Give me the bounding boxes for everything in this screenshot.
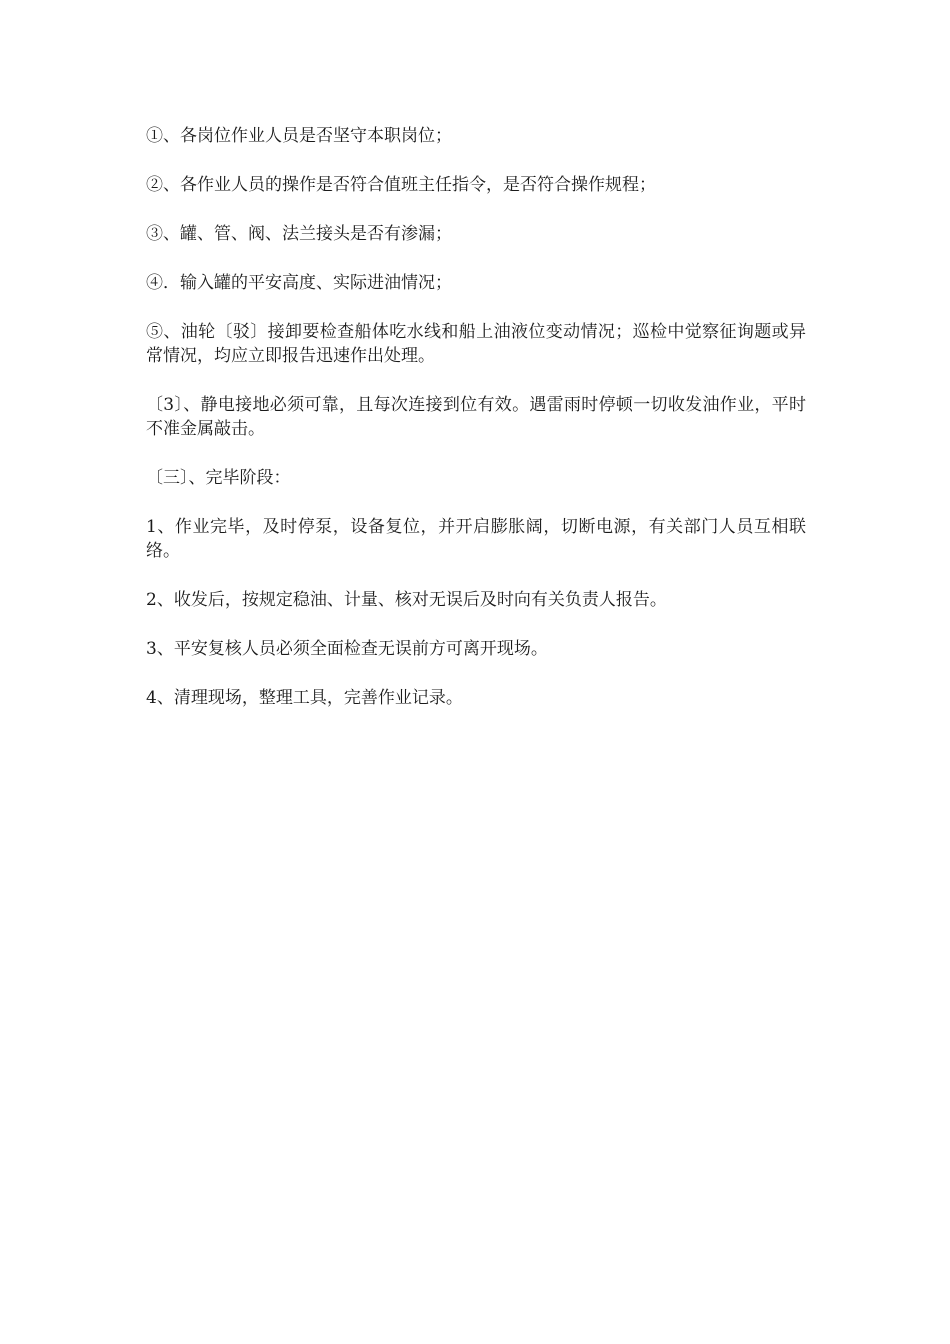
paragraph-tanker-unloading: ⑤、油轮〔驳〕接卸要检查船体吃水线和船上油液位变动情况；巡检中觉察征询题或异常情况，均应立即报告迅速作出处理。 [146, 322, 806, 366]
paragraph-static-grounding: 〔3〕、静电接地必须可靠，且每次连接到位有效。遇雷雨时停顿一切收发油作业，平时不准金属敲击。 [146, 395, 806, 439]
paragraph-completion-step-2: 2、收发后，按规定稳油、计量、核对无误后及时向有关负责人报告。 [146, 590, 667, 610]
paragraph-check-leakage: ③、罐、管、阀、法兰接头是否有渗漏； [146, 224, 452, 244]
paragraph-completion-step-1: 1、作业完毕，及时停泵，设备复位，并开启膨胀阔，切断电源，有关部门人员互相联络。 [146, 517, 806, 561]
paragraph-completion-step-4: 4、清理现场，整理工具，完善作业记录。 [146, 688, 463, 708]
section-heading-completion: 〔三〕、完毕阶段： [146, 468, 291, 488]
paragraph-completion-step-3: 3、平安复核人员必须全面检查无误前方可离开现场。 [146, 639, 548, 659]
paragraph-check-post: ①、各岗位作业人员是否坚守本职岗位； [146, 126, 452, 146]
paragraph-tank-height: ④．输入罐的平安高度、实际进油情况； [146, 273, 452, 293]
document-body [146, 124, 806, 735]
paragraph-check-operation: ②、各作业人员的操作是否符合值班主任指令，是否符合操作规程； [146, 175, 656, 195]
